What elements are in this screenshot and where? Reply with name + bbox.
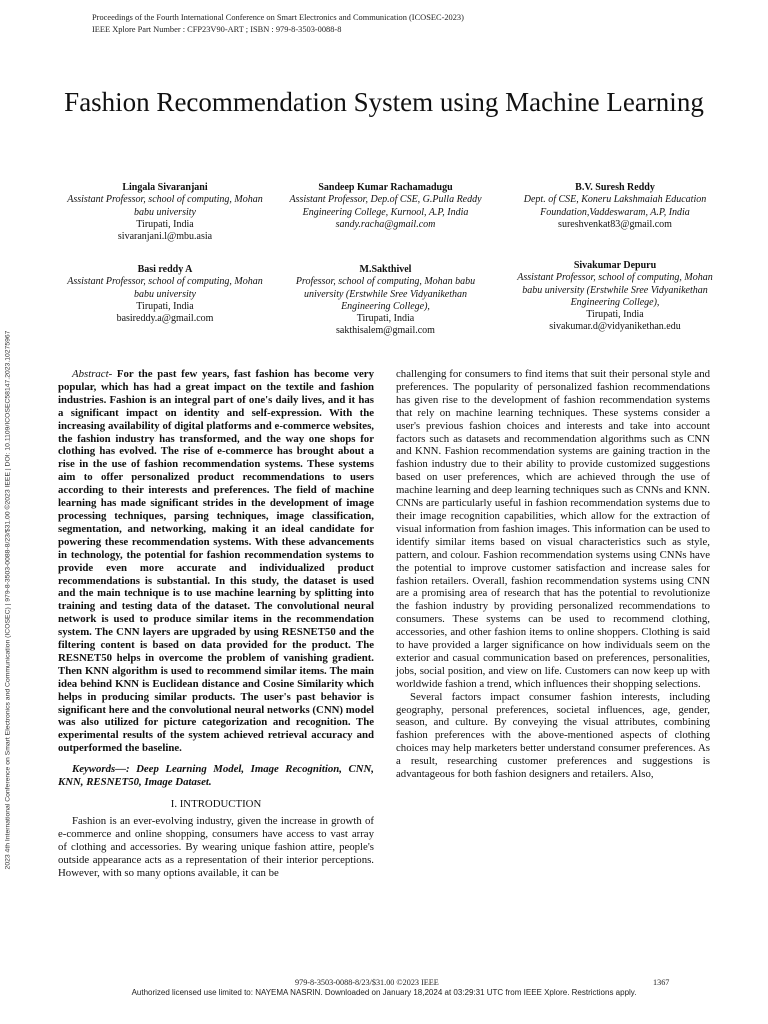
author-location: Tirupati, India bbox=[136, 300, 194, 312]
paper-title: Fashion Recommendation System using Machine Learning bbox=[64, 87, 704, 117]
author-block bbox=[60, 264, 270, 325]
author-affiliation: Assistant Professor, school of computing, Mohan babu university bbox=[67, 194, 263, 218]
author-block bbox=[510, 182, 720, 231]
abstract-text: For the past few years, fast fashion has become very popular, which has had a great impact on the textile and fashion industries. Fashion is an integral part of one's daily lives, and it has a significant impact on identity and self-expression. With the increasing availability of digital platforms and e-commerce websites, the fashion industry has transformed, and the way one shops for clothing has evolved. The rise of e-commerce has brought about a rise in the use of fashion recommendation systems. These systems aim to offer personalized product recommendations to users according to their interests and preferences. The field of machine learning has made significant strides in the development of image processing techniques, parsing techniques, image classification, segmentation, and networking, making it an ideal candidate for powering these recommendation systems. With these advancements in technology, the potential for fashion recommendation systems to provide even more accurate and individualized product recommendations is substantial. In this study, the dataset is used and the main technique is to use machine learning by splitting into training and testing data of the dataset. The convolutional neural network is used to produce similar items in the recommendation system. The CNN layers are upgraded by using RESNET50 and the filtering content is based on data provided for the product. The RESNET50 helps in overcome the problem of vanishing gradient. Then KNN algorithm is used to recommend similar items. The main idea behind KNN is Euclidean distance and Cosine Similarity which helps in producing similar products. The user's past behavior is significant here and the convolutional neural networks (CNN) model was also utilized for picture categorization and recognition. The experimental results of the system achieved retrieval accuracy and outperformed the baseline. bbox=[58, 368, 374, 755]
author-name: Basi reddy A bbox=[137, 264, 193, 275]
author-affiliation: Assistant Professor, school of computing, Mohan babu university (Erstwhile Sree Vidyanikethan Engineering College), bbox=[517, 272, 713, 308]
author-email: sandy.racha@gmail.com bbox=[335, 218, 436, 230]
footer-copyright: 979-8-3503-0088-8/23/$31.00 ©2023 IEEE bbox=[295, 978, 439, 987]
authorized-use-notice: Authorized licensed use limited to: NAYEMA NASRIN. Downloaded on January 18,2024 at 03:29:31 UTC from IEEE Xplore. Restrictions apply. bbox=[131, 988, 637, 997]
author-location: Tirupati, India bbox=[586, 309, 644, 321]
conference-header-line2: IEEE Xplore Part Number : CFP23V90-ART ; ISBN : 979-8-3503-0088-8 bbox=[92, 24, 342, 34]
page-number: 1367 bbox=[653, 978, 670, 987]
author-affiliation: Assistant Professor, Dep.of CSE, G.Pulla Reddy Engineering College, Kurnool, A.P, India bbox=[289, 194, 482, 218]
section-heading-introduction: I. INTRODUCTION bbox=[170, 798, 262, 810]
author-name: Sandeep Kumar Rachamadugu bbox=[318, 182, 453, 193]
intro-paragraph: Fashion is an ever-evolving industry, given the increase in growth of e-commerce and online shopping, consumers have access to vast array of clothing and accessories. By wearing unique fashion attire, people's outside appearance acts as a representation of their interior perceptions. However, with so many options available, it can be bbox=[58, 814, 374, 879]
author-name: M.Sakthivel bbox=[359, 264, 412, 275]
abstract bbox=[58, 368, 374, 755]
author-affiliation: Dept. of CSE, Koneru Lakshmaiah Education Foundation,Vaddeswaram, A.P, India bbox=[523, 194, 707, 218]
left-column bbox=[58, 368, 374, 879]
author-name: B.V. Suresh Reddy bbox=[575, 182, 655, 193]
author-affiliation: Professor, school of computing, Mohan babu university (Erstwhile Sree Vidyanikethan Engineering College), bbox=[295, 276, 476, 312]
side-citation-text: 2023 4th International Conference on Smart Electronics and Communication (ICOSEC) | 979-8-3503-0088-8/23/$31.00 ©2023 IEEE | DOI: 10.1109/ICOSEC58147.2023.10275967 bbox=[4, 330, 12, 870]
author-email: sivakumar.d@vidyanikethan.edu bbox=[549, 321, 681, 333]
author-block bbox=[283, 264, 488, 338]
author-name: Lingala Sivaranjani bbox=[122, 182, 208, 193]
intro-paragraph: challenging for consumers to find items that suit their personal style and preferences. The popularity of personalized fashion recommendations has given rise to the development of fashion recommendation systems that rely on machine learning techniques. These systems consider a user's previous fashion choices and interests and take into account factors such as datasets and recommendation algorithms such as CNN and KNN. Fashion recommendation systems are gaining traction in the fashion industry due to their ability to provide customized suggestions based on user preferences, which are achieved through the use of machine learning and deep learning techniques such as CNNs and KNN. CNNs are particularly useful in fashion recommendation systems due to their image recognition capabilities, which allow for the extraction of visual information from fashion images. This information can be used to identify similar items based on visual characteristics such as style, pattern, and colour. Fashion recommendation systems using CNNs have the potential to improve customer satisfaction and increase sales for fashion retailers. Overall, fashion recommendation systems using CNN are a promising area of research that has the potential to revolutionize the fashion industry by providing personalized recommendations to consumers. These systems can be used to recommend clothing, accessories, and other fashion items to online shoppers. Clothing is said to have provided a larger significance on how individuals seem on the exterior and casual communication based on preferences, personalities, jobs, social position, and view on life. Customers can now keep up with worldwide fashion a trend, which influences their shopping selections. bbox=[396, 368, 710, 690]
conference-header bbox=[92, 12, 464, 35]
abstract-label: Abstract- bbox=[72, 368, 113, 380]
author-email: basireddy.a@gmail.com bbox=[116, 313, 214, 325]
author-block bbox=[60, 182, 270, 243]
author-location: Tirupati, India bbox=[356, 313, 415, 325]
author-block bbox=[283, 182, 488, 231]
side-margin-citation bbox=[2, 250, 14, 950]
author-location: Tirupati, India bbox=[136, 218, 194, 230]
author-name: Sivakumar Depuru bbox=[573, 260, 657, 271]
intro-paragraph: Several factors impact consumer fashion interests, including geography, personal preferences, societal influences, age, gender, season, and culture. By conveying the visual attributes, combining fashion preferences with the above-mentioned aspects of clothing choices may help marketers better understand consumer preferences. As a result, researching customer preferences and suggestions is advantageous for both fashion designers and retailers. Also, bbox=[396, 690, 710, 781]
author-block bbox=[510, 260, 720, 334]
author-affiliation: Assistant Professor, school of computing, Mohan babu university bbox=[67, 276, 263, 300]
conference-header-line1: Proceedings of the Fourth International Conference on Smart Electronics and Communication (ICOSEC-2023) bbox=[92, 13, 464, 22]
author-email: sureshvenkat83@gmail.com bbox=[558, 218, 672, 230]
right-column bbox=[396, 368, 710, 781]
keywords: Keywords—: Deep Learning Model, Image Recognition, CNN, KNN, RESNET50, Image Dataset. bbox=[58, 763, 374, 789]
author-email: sakthisalem@gmail.com bbox=[336, 325, 435, 337]
author-email: sivaranjani.l@mbu.asia bbox=[117, 231, 213, 243]
